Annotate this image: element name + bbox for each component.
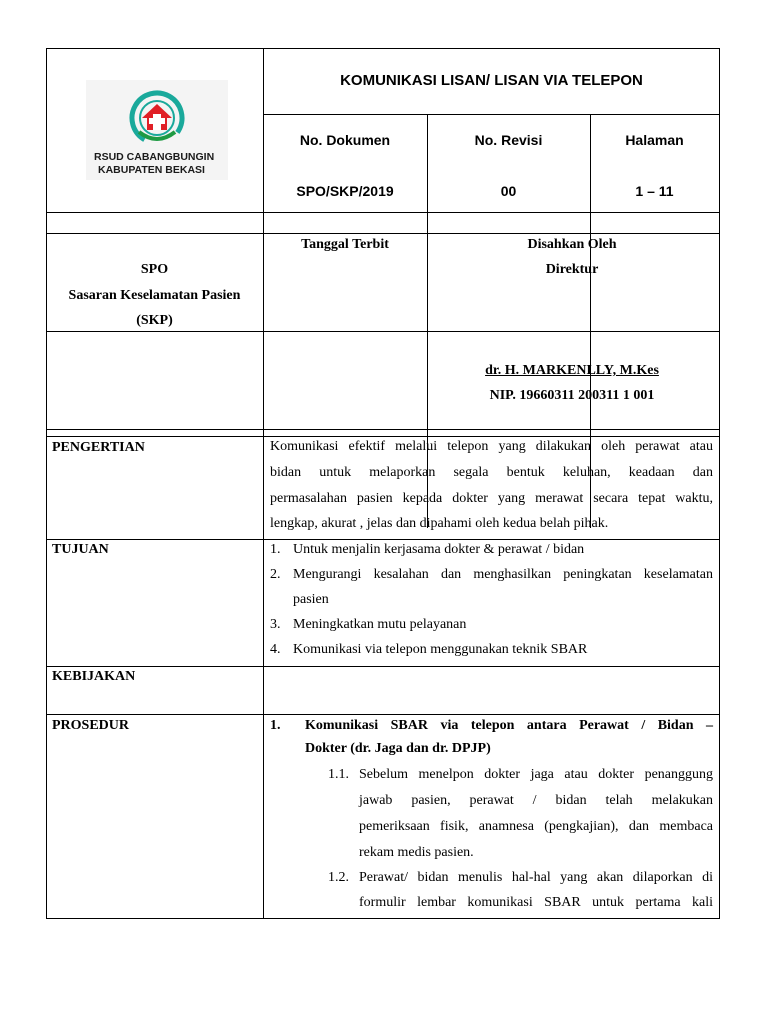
prosedur-label: PROSEDUR (52, 718, 130, 733)
tujuan-item-number: 2. (270, 567, 281, 582)
hospital-region: KABUPATEN BEKASI (98, 164, 205, 176)
director-name: dr. H. MARKENLLY, M.Kes (485, 363, 659, 378)
table-border (46, 714, 720, 715)
spo-name-line2: (SKP) (136, 313, 173, 328)
doc-number-label: No. Dokumen (299, 132, 391, 148)
revision-value: 00 (500, 183, 517, 199)
tujuan-item-number: 3. (270, 617, 281, 632)
spo-label: SPO (140, 262, 169, 277)
approved-by-label: Disahkan Oleh (527, 237, 617, 252)
table-border (46, 331, 720, 332)
tujuan-item-text: Komunikasi via telepon menggunakan teknik SBAR (293, 642, 588, 657)
table-border (719, 48, 720, 919)
table-border (263, 48, 264, 919)
procedure-step-number: 1.2. (328, 870, 349, 885)
pengertian-label: PENGERTIAN (52, 440, 145, 455)
table-border (46, 48, 720, 49)
procedure-step-line: Perawat/ bidan menulis hal-hal yang akan dilaporkan di (359, 870, 713, 885)
procedure-step-line: rekam medis pasien. (359, 845, 474, 860)
director-role: Direktur (545, 262, 599, 277)
procedure-step-number: 1.1. (328, 767, 349, 782)
procedure-step-line: pemeriksaan fisik, anamnesa (pengkajian), dan membaca (359, 819, 713, 834)
pengertian-line: bidan untuk melaporkan segala bentuk keluhan, keadaan dan (270, 465, 713, 480)
page-title: KOMUNIKASI LISAN/ LISAN VIA TELEPON (340, 72, 643, 89)
director-nip: NIP. 19660311 200311 1 001 (489, 388, 655, 403)
tujuan-label: TUJUAN (52, 542, 109, 557)
table-border (46, 436, 720, 437)
doc-number-value: SPO/SKP/2019 (296, 183, 394, 199)
hospital-name: RSUD CABANGBUNGIN (94, 151, 215, 163)
table-border (46, 539, 720, 540)
table-border (46, 666, 720, 667)
prosedur-number: 1. (270, 718, 281, 733)
procedure-step-line: formulir lembar komunikasi SBAR untuk pertama kali (359, 895, 713, 910)
prosedur-heading: Komunikasi SBAR via telepon antara Perawat / Bidan – (305, 718, 713, 733)
table-border (46, 918, 720, 919)
kebijakan-label: KEBIJAKAN (52, 669, 136, 684)
pengertian-line: lengkap, akurat , jelas dan dipahami oleh kedua belah pihak. (270, 516, 609, 531)
table-border (46, 233, 720, 234)
table-border (46, 48, 47, 919)
pengertian-line: permasalahan pasien kepada dokter yang merawat secara tepat waktu, (270, 491, 713, 506)
procedure-step-line: Sebelum menelpon dokter jaga atau dokter penanggung (359, 767, 713, 782)
hospital-logo-icon (127, 88, 187, 148)
tujuan-item-text: Mengurangi kesalahan dan menghasilkan peningkatan keselamatan (293, 567, 713, 582)
tujuan-item-text: pasien (293, 592, 329, 607)
page-label: Halaman (625, 132, 684, 148)
issue-date-label: Tanggal Terbit (301, 237, 389, 252)
revision-label: No. Revisi (474, 132, 543, 148)
prosedur-heading: Dokter (dr. Jaga dan dr. DPJP) (305, 741, 491, 756)
pengertian-line: Komunikasi efektif melalui telepon yang dilakukan oleh perawat atau (270, 439, 713, 454)
tujuan-item-number: 1. (270, 542, 281, 557)
table-border (46, 212, 720, 213)
tujuan-item-number: 4. (270, 642, 281, 657)
table-border (263, 114, 720, 115)
spo-name-line1: Sasaran Keselamatan Pasien (68, 288, 241, 303)
tujuan-item-text: Meningkatkan mutu pelayanan (293, 617, 467, 632)
procedure-step-line: jawab pasien, perawat / bidan telah melakukan (359, 793, 713, 808)
tujuan-item-text: Untuk menjalin kerjasama dokter & perawat / bidan (293, 542, 585, 557)
table-border (46, 429, 720, 430)
page-value: 1 – 11 (635, 183, 674, 199)
